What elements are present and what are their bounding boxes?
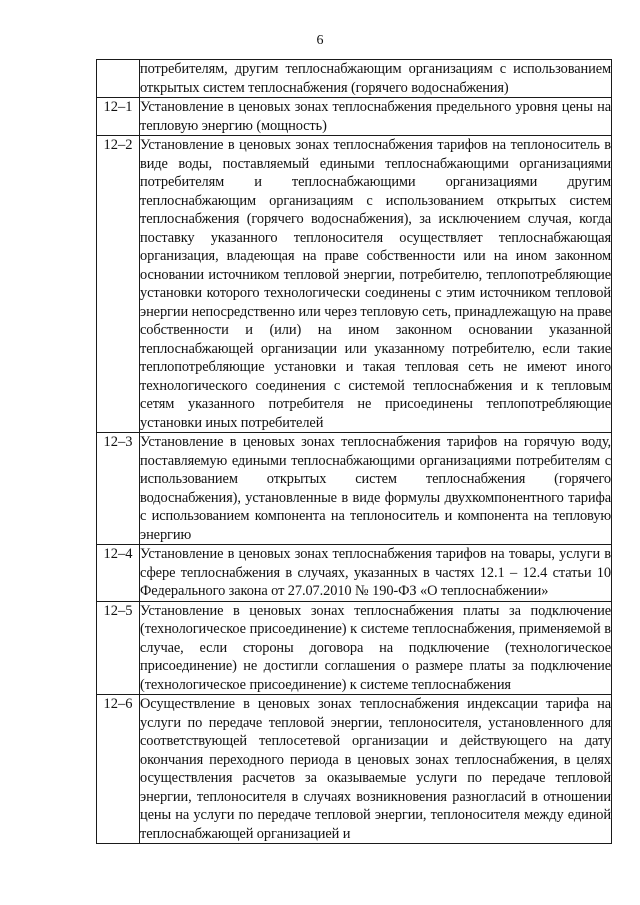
row-text-cell [140,433,612,545]
row-number: 12–1 [97,98,140,136]
table-row [97,98,612,136]
row-text-cell [140,601,612,695]
row-text: Установление в ценовых зонах теплоснабжения предельного уровня цены на тепловую энергию (мощность) [140,99,611,134]
row-text-cell [140,695,612,844]
table-row [97,433,612,545]
services-table [96,59,612,844]
table-row [97,601,612,695]
row-number: 12–2 [97,136,140,433]
row-number: 12–3 [97,433,140,545]
row-number: 12–4 [97,545,140,602]
row-number [97,60,140,98]
page-number: 6 [316,33,324,48]
table-row [97,60,612,98]
row-number: 12–5 [97,601,140,695]
row-text: Установление в ценовых зонах теплоснабжения платы за подключение (технологическое присоединение) к системе теплоснабжения, применяемой в случае, если стороны договора на подключение (технологическое присоединение) не достигли соглашения о размере платы за подключение (технологическое присоединение) к системе теплоснабжения [140,602,611,693]
row-text-cell [140,60,612,98]
row-text-cell [140,98,612,136]
row-text: Осуществление в ценовых зонах теплоснабжения индексации тарифа на услуги по передаче тепловой энергии, теплоносителя, установленного для соответствующей теплосетевой организации и действующего на дату окончания переходного периода в ценовых зонах теплоснабжения, в целях осуществления расчетов за оказываемые услуги по передаче тепловой энергии, теплоносителя в случаях возникновения разногласий в отношении цены на услуги по передаче тепловой энергии, теплоносителя между единой теплоснабжающей организацией и [140,696,611,842]
row-text: Установление в ценовых зонах теплоснабжения тарифов на товары, услуги в сфере теплоснабжения в случаях, указанных в частях 12.1 – 12.4 статьи 10 Федерального закона от 27.07.2010 № 190-ФЗ «О теплоснабжении» [140,546,611,599]
row-text: Установление в ценовых зонах теплоснабжения тарифов на теплоноситель в виде воды, поставляемый едиными теплоснабжающими организациями потребителям и теплоснабжающими организациями другим теплоснабжающим организациям с использованием открытых систем теплоснабжения (горячего водоснабжения), за исключением случая, когда поставку указанного теплоносителя осуществляет теплоснабжающая организация, владеющая на праве собственности или на ином законном основании источником тепловой энергии, потребителю, теплопотребляющие установки которого технологически соединены с этим источником тепловой энергии непосредственно или через тепловую сеть, принадлежащую на праве собственности и (или) на ином законном основании указанной теплоснабжающей организации или указанному потребителю, если такие теплопотребляющие установки и такая тепловая сеть не имеют иного технологического соединения с системой теплоснабжения и к тепловым сетям указанного потребителя не присоединены теплопотребляющие установки иных потребителей [140,137,611,431]
row-text-cell [140,136,612,433]
row-number: 12–6 [97,695,140,844]
row-text: Установление в ценовых зонах теплоснабжения тарифов на горячую воду, поставляемую едиными теплоснабжающими организациями потребителям с использованием открытых систем теплоснабжения (горячего водоснабжения), установленные в виде формулы двухкомпонентного тарифа с использованием компонента на теплоноситель и компонента на тепловую энергию [140,434,611,543]
table-row [97,545,612,602]
row-text: потребителям, другим теплоснабжающим организациям с использованием открытых систем теплоснабжения (горячего водоснабжения) [140,61,611,96]
table-row [97,136,612,433]
table-row [97,695,612,844]
row-text-cell [140,545,612,602]
